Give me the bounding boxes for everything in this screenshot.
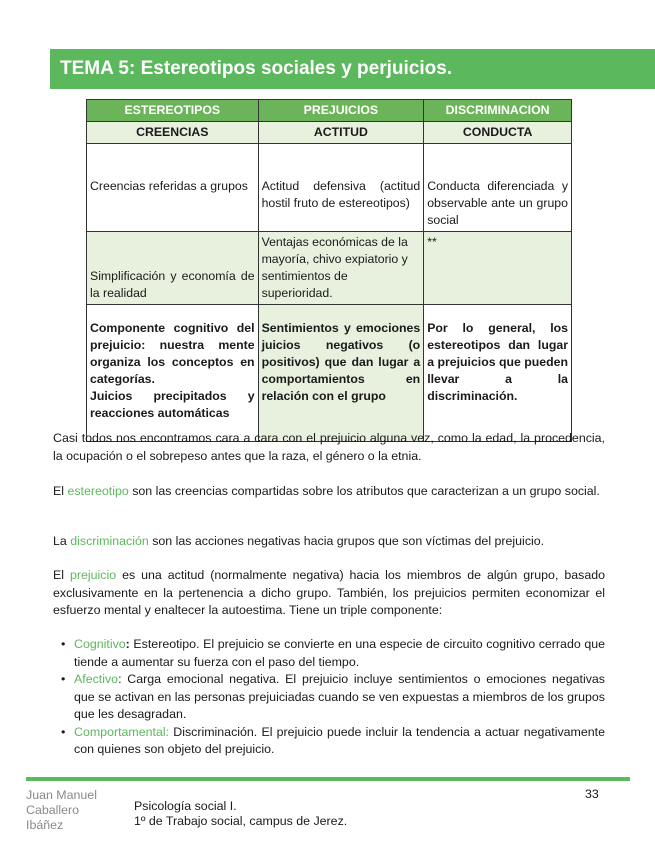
text: son las creencias compartidas sobre los atributos que caracterizan a un grupo social.	[128, 484, 600, 498]
text: La	[53, 534, 71, 548]
bullet-icon: •	[61, 724, 66, 739]
term-prejudice: prejuicio	[69, 568, 117, 582]
footer-course	[134, 799, 347, 829]
text: es una actitud (normalmente negativa) hacia los miembros de algún grupo, basado exclusivamente en la pertenencia a dicho grupo. También, los prejuicios permiten economizar el esfuerzo mental y enaltecer la autoestima. Tiene un triple componente:	[53, 568, 605, 617]
bullet-separator: :	[125, 637, 130, 651]
list-item	[53, 671, 605, 724]
bullet-icon: •	[61, 672, 66, 686]
table-cell: Por lo general, los estereotipos dan lugar a prejuicios que pueden llevar a la discriminación.	[424, 305, 572, 442]
table-subheader-row	[87, 122, 572, 144]
intro-paragraph: Casi todos nos encontramos cara a cara con el prejuicio alguna vez, como la edad, la procedencia, la ocupación o el sobrepeso antes que la raza, el género o la etnia.	[53, 431, 605, 463]
bullet-term: Cognitivo	[74, 637, 126, 651]
term-discrimination: discriminación	[70, 534, 149, 548]
table-header-row	[87, 100, 572, 122]
table-cell-text: Componente cognitivo del prejuicio: nuestra mente organiza los conceptos en categorías.	[90, 321, 255, 386]
table-cell: Sentimientos y emociones juicios negativos (o positivos) que dan lugar a comportamientos en relación con el grupo	[258, 305, 424, 442]
table-cell: Ventajas económicas de la mayoría, chivo expiatorio y sentimientos de superioridad.	[258, 232, 424, 305]
table-subheader-cell: CONDUCTA	[424, 122, 572, 144]
course-line: 1º de Trabajo social, campus de Jerez.	[134, 814, 348, 828]
table-cell: Creencias referidas a grupos	[87, 144, 259, 232]
bullet-term: Afectivo	[74, 672, 119, 686]
footer-divider	[26, 777, 630, 781]
table-cell	[87, 305, 259, 442]
bullet-separator: :	[165, 724, 170, 739]
author-line: Juan Manuel	[26, 788, 97, 802]
page-number: 33	[585, 787, 599, 801]
text: son las acciones negativas hacia grupos que son víctimas del prejuicio.	[148, 534, 545, 548]
list-item	[53, 636, 605, 671]
table-header-cell: ESTEREOTIPOS	[87, 100, 259, 122]
component-list	[53, 636, 605, 759]
table-cell: Actitud defensiva (actitud hostil fruto de estereotipos)	[258, 144, 424, 232]
table-header-cell: PREJUICIOS	[258, 100, 424, 122]
table-row	[87, 232, 572, 305]
bullet-text: Discriminación. El prejuicio puede incluir la tendencia a actuar negativamente con quienes son objeto del prejuicio.	[74, 724, 605, 756]
bullet-icon: •	[61, 637, 66, 651]
text: El	[53, 568, 70, 582]
footer-author	[26, 788, 111, 833]
author-line: Ibáñez	[26, 818, 64, 832]
author-line: Caballero	[26, 803, 80, 817]
list-item	[53, 724, 605, 759]
table-subheader-cell: ACTITUD	[258, 122, 424, 144]
term-stereotype: estereotipo	[67, 484, 129, 498]
stereotype-definition	[53, 483, 605, 501]
table-subheader-cell: CREENCIAS	[87, 122, 259, 144]
table-cell: Simplificación y economía de la realidad	[87, 232, 259, 305]
bullet-separator: :	[118, 672, 122, 686]
table-row	[87, 305, 572, 442]
prejudice-definition	[53, 567, 605, 620]
table-cell-text: Juicios precipitados y reacciones automáticas	[90, 389, 255, 420]
text: El	[53, 484, 68, 498]
bullet-text: Carga emocional negativa. El prejuicio incluye sentimientos o emociones negativas que se activan en las personas prejuiciadas cuando se ven expuestas a miembros de los grupos que les desagradan.	[74, 672, 605, 721]
table-cell: Conducta diferenciada y observable ante un grupo social	[424, 144, 572, 232]
concepts-table	[86, 99, 572, 442]
page-title: TEMA 5: Estereotipos sociales y perjuicios.	[50, 49, 655, 89]
discrimination-definition	[53, 533, 605, 551]
bullet-text: Estereotipo. El prejuicio se convierte en una especie de circuito cognitivo cerrado que tiende a aumentar su fuerza con el paso del tiempo.	[74, 637, 605, 669]
table-row	[87, 144, 572, 232]
table-header-cell: DISCRIMINACION	[424, 100, 572, 122]
course-line: Psicología social I.	[134, 799, 237, 813]
table-cell: **	[424, 232, 572, 305]
bullet-term: Comportamental	[74, 724, 166, 739]
